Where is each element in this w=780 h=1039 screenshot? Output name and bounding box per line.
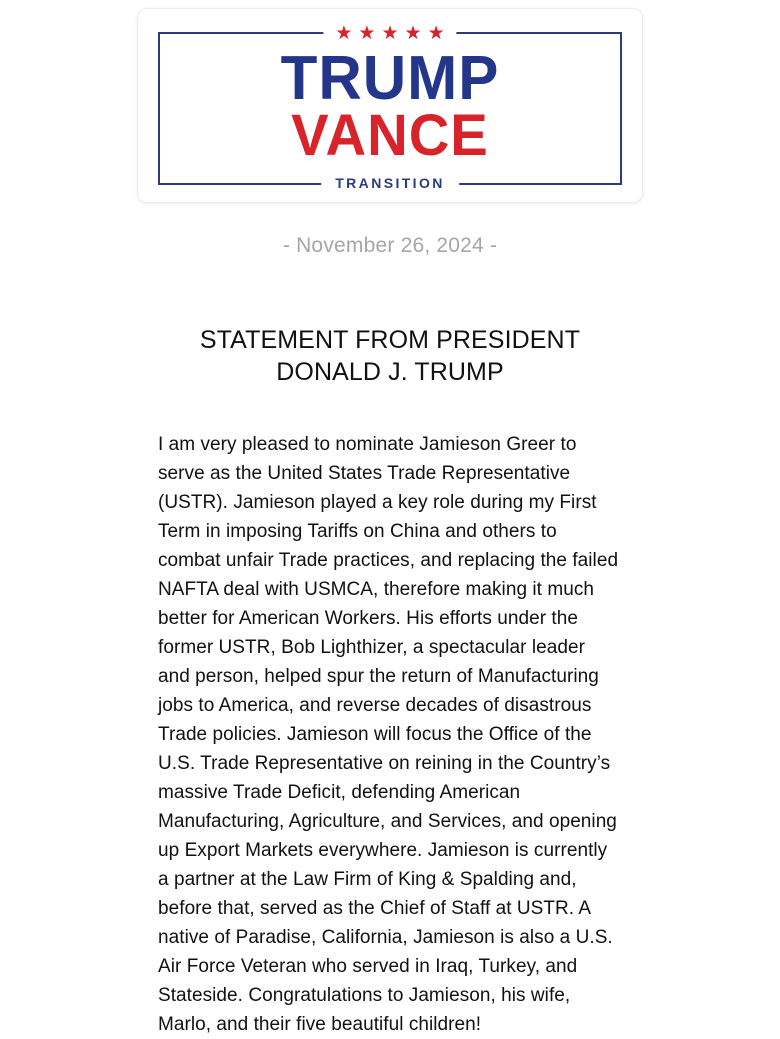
- logo-transition-label: TRANSITION: [321, 174, 459, 193]
- star-icon: ★: [358, 22, 376, 44]
- logo-word-vance: VANCE: [291, 103, 489, 169]
- page-title: [0, 324, 780, 388]
- logo-wordmarks: [160, 43, 620, 169]
- logo-inner-frame: [158, 22, 622, 191]
- statement-date: - November 26, 2024 -: [282, 234, 498, 257]
- page-title-line-1: STATEMENT FROM PRESIDENT: [199, 326, 581, 354]
- star-icon: ★: [427, 22, 445, 44]
- star-icon: ★: [381, 22, 399, 44]
- statement-body: I am very pleased to nominate Jamieson Greer to serve as the United States Trade Representative (USTR). Jamieson played a key role during my First Term in imposing Tariffs on China and others to combat unfair Trade practices, and replacing the failed NAFTA deal with USMCA, therefore making it much better for American Workers. His efforts under the former USTR, Bob Lighthizer, a spectacular leader and person, helped spur the return of Manufacturing jobs to America, and reverse decades of disastrous Trade policies. Jamieson will focus the Office of the U.S. Trade Representative on reining in the Country’s massive Trade Deficit, defending American Manufacturing, Agriculture, and Services, and opening up Export Markets everywhere. Jamieson is currently a partner at the Law Firm of King & Spalding and, before that, served as the Chief of Staff at USTR. A native of Paradise, California, Jamieson is also a U.S. Air Force Veteran who served in Iraq, Turkey, and Stateside. Congratulations to Jamieson, his wife, Marlo, and their five beautiful children!: [158, 434, 619, 1035]
- star-icon: ★: [404, 22, 422, 44]
- page-title-line-2: DONALD J. TRUMP: [276, 358, 504, 386]
- logo-card: [137, 8, 643, 203]
- star-icon: ★: [335, 22, 353, 44]
- five-stars-group: [323, 23, 456, 43]
- logo-word-trump: TRUMP: [280, 43, 500, 113]
